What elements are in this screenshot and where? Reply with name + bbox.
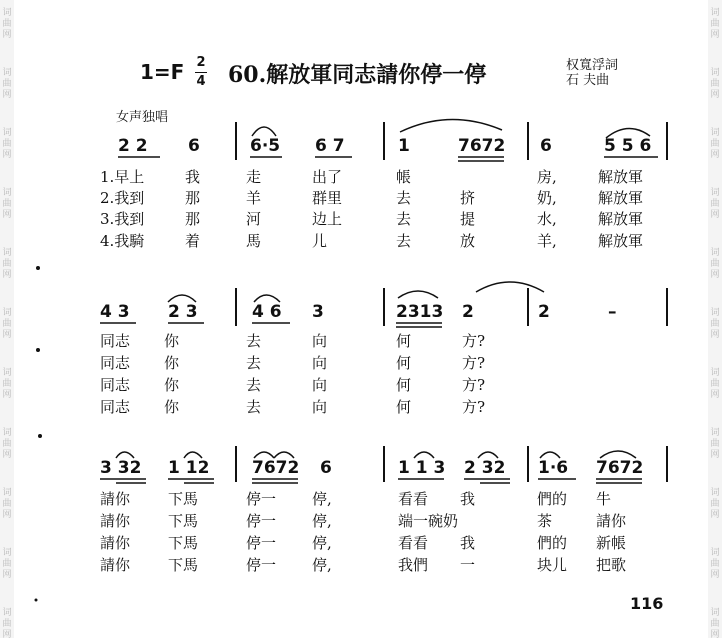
margin-watermark-char: 词 bbox=[710, 8, 720, 18]
margin-watermark-char: 曲 bbox=[2, 199, 12, 209]
margin-watermark-char: 曲 bbox=[710, 19, 720, 29]
margin-watermark-char: 曲 bbox=[710, 379, 720, 389]
note-group: 2 bbox=[538, 302, 550, 322]
margin-watermark-char: 网 bbox=[2, 270, 12, 280]
note-group: 1 1 3 bbox=[398, 458, 446, 478]
margin-watermark-char: 词 bbox=[710, 68, 720, 78]
lyric-syllable: 我 bbox=[460, 490, 476, 508]
note-group: 6·5 bbox=[250, 136, 281, 156]
note-group: 3 bbox=[312, 302, 324, 322]
lyric-syllable: 提 bbox=[460, 210, 476, 228]
lyric-syllable: 我 bbox=[460, 534, 476, 552]
lyric-syllable: 請你 bbox=[100, 490, 131, 508]
lyric-syllable: 4.我騎 bbox=[100, 232, 145, 250]
lyric-syllable: 去 bbox=[396, 232, 412, 250]
slur-mark bbox=[274, 452, 294, 458]
lyric-syllable: 羊 bbox=[246, 189, 262, 207]
lyric-syllable: 着 bbox=[185, 232, 201, 250]
margin-watermark-char: 曲 bbox=[2, 499, 12, 509]
lyric-syllable: 方? bbox=[462, 376, 486, 394]
lyricist-credit: 权寬浮詞 bbox=[566, 58, 619, 73]
margin-watermark-char: 网 bbox=[2, 630, 12, 640]
lyric-syllable: 块儿 bbox=[537, 556, 568, 574]
slur-mark bbox=[600, 451, 636, 458]
margin-watermark-char: 网 bbox=[710, 570, 720, 580]
margin-watermark-char: 曲 bbox=[710, 199, 720, 209]
margin-watermark-char: 曲 bbox=[2, 559, 12, 569]
lyric-syllable: 水, bbox=[537, 210, 557, 228]
lyric-syllable: 2.我到 bbox=[100, 189, 145, 207]
margin-watermark-char: 词 bbox=[2, 308, 12, 318]
lyric-syllable: 向 bbox=[312, 354, 328, 372]
note-group: 6 7 bbox=[315, 136, 345, 156]
lyric-syllable: 向 bbox=[312, 376, 328, 394]
margin-watermark-char: 网 bbox=[2, 450, 12, 460]
slur-mark bbox=[252, 127, 276, 136]
lyric-syllable: 請你 bbox=[596, 512, 627, 530]
margin-watermark-char: 词 bbox=[2, 8, 12, 18]
margin-watermark-char: 词 bbox=[710, 128, 720, 138]
lyric-syllable: 去 bbox=[246, 332, 262, 350]
lyric-syllable: 去 bbox=[396, 210, 412, 228]
note-group: 7672 bbox=[252, 458, 300, 478]
margin-watermark-char: 网 bbox=[710, 390, 720, 400]
note-group: 5 5 6 bbox=[604, 136, 652, 156]
margin-watermark-char: 曲 bbox=[2, 139, 12, 149]
lyric-syllable: 去 bbox=[246, 398, 262, 416]
margin-watermark-char: 曲 bbox=[710, 259, 720, 269]
lyric-syllable: 出了 bbox=[312, 168, 343, 186]
margin-watermark-char: 曲 bbox=[710, 79, 720, 89]
margin-watermark-char: 曲 bbox=[2, 19, 12, 29]
margin-watermark-char: 网 bbox=[710, 270, 720, 280]
page-speck bbox=[35, 599, 38, 602]
margin-watermark-char: 网 bbox=[2, 510, 12, 520]
page-speck bbox=[36, 348, 40, 352]
note-group: – bbox=[608, 302, 617, 322]
margin-watermark-char: 曲 bbox=[710, 439, 720, 449]
note-group: 7672 bbox=[596, 458, 644, 478]
slur-mark bbox=[184, 452, 202, 458]
lyric-syllable: 帳 bbox=[396, 168, 412, 186]
lyric-syllable: 下馬 bbox=[168, 534, 199, 552]
margin-watermark-char: 网 bbox=[2, 330, 12, 340]
margin-watermark-char: 曲 bbox=[710, 559, 720, 569]
note-group: 6 bbox=[320, 458, 332, 478]
lyric-syllable: 方? bbox=[462, 354, 486, 372]
tie-mark bbox=[476, 282, 544, 292]
slur-mark bbox=[254, 295, 280, 302]
lyric-syllable: 挤 bbox=[460, 189, 476, 207]
time-signature-top: 2 bbox=[196, 55, 206, 70]
margin-watermark-char: 网 bbox=[2, 390, 12, 400]
margin-watermark-char: 词 bbox=[710, 548, 720, 558]
margin-watermark-char: 词 bbox=[2, 548, 12, 558]
lyric-syllable: 看看 bbox=[398, 534, 429, 552]
note-group: 3 32 bbox=[100, 458, 142, 478]
slur-mark bbox=[168, 295, 196, 302]
lyric-syllable: 解放軍 bbox=[598, 210, 644, 228]
margin-watermark-char: 词 bbox=[2, 368, 12, 378]
note-group: 6 bbox=[540, 136, 552, 156]
margin-watermark-char: 曲 bbox=[2, 259, 12, 269]
lyric-syllable: 請你 bbox=[100, 534, 131, 552]
lyric-syllable: 方? bbox=[462, 332, 486, 350]
margin-watermark-char: 曲 bbox=[710, 619, 720, 629]
note-group: 2 2 bbox=[118, 136, 148, 156]
lyric-syllable: 看看 bbox=[398, 490, 429, 508]
time-signature-bottom: 4 bbox=[196, 74, 206, 89]
margin-watermark-char: 曲 bbox=[2, 79, 12, 89]
lyric-syllable: 那 bbox=[185, 189, 201, 207]
lyric-syllable: 停, bbox=[312, 512, 332, 530]
margin-watermark-char: 网 bbox=[2, 30, 12, 40]
lyric-syllable: 3.我到 bbox=[100, 210, 145, 228]
page-speck bbox=[36, 266, 40, 270]
lyric-syllable: 停一 bbox=[246, 534, 277, 552]
lyric-syllable: 解放軍 bbox=[598, 232, 644, 250]
margin-watermark-char: 词 bbox=[710, 368, 720, 378]
margin-watermark-char: 词 bbox=[2, 428, 12, 438]
slur-mark bbox=[540, 452, 560, 458]
lyric-syllable: 停, bbox=[312, 490, 332, 508]
lyric-syllable: 奶, bbox=[537, 189, 557, 207]
lyric-syllable: 同志 bbox=[100, 376, 131, 394]
note-group: 4 3 bbox=[100, 302, 130, 322]
lyric-syllable: 停, bbox=[312, 556, 332, 574]
margin-watermark-char: 词 bbox=[2, 488, 12, 498]
lyric-syllable: 解放軍 bbox=[598, 189, 644, 207]
margin-watermark-char: 网 bbox=[710, 30, 720, 40]
slur-mark bbox=[116, 452, 134, 458]
note-group: 6 bbox=[188, 136, 200, 156]
margin-watermark-char: 网 bbox=[2, 570, 12, 580]
lyric-syllable: 下馬 bbox=[168, 512, 199, 530]
lyric-syllable: 儿 bbox=[312, 232, 328, 250]
margin-watermark-char: 词 bbox=[710, 488, 720, 498]
margin-watermark-char: 曲 bbox=[710, 319, 720, 329]
note-group: 1 bbox=[398, 136, 410, 156]
slur-mark bbox=[254, 452, 274, 458]
margin-watermark-char: 词 bbox=[710, 608, 720, 618]
lyric-syllable: 何 bbox=[396, 398, 412, 416]
lyric-syllable: 停一 bbox=[246, 490, 277, 508]
margin-watermark-char: 曲 bbox=[2, 319, 12, 329]
margin-watermark-char: 词 bbox=[710, 188, 720, 198]
slur-mark bbox=[398, 291, 438, 298]
margin-watermark-char: 网 bbox=[710, 150, 720, 160]
lyric-syllable: 我們 bbox=[398, 556, 429, 574]
note-group: 1·6 bbox=[538, 458, 569, 478]
lyric-syllable: 我 bbox=[185, 168, 201, 186]
composer-credit: 石 夫曲 bbox=[566, 73, 610, 88]
lyric-syllable: 方? bbox=[462, 398, 486, 416]
margin-watermark-char: 网 bbox=[2, 90, 12, 100]
slur-mark bbox=[478, 452, 498, 458]
margin-watermark-char: 曲 bbox=[2, 379, 12, 389]
margin-watermark-char: 词 bbox=[2, 68, 12, 78]
lyric-syllable: 边上 bbox=[312, 210, 343, 228]
note-group: 2 3 bbox=[168, 302, 198, 322]
lyric-syllable: 茶 bbox=[537, 512, 553, 530]
note-group: 2 32 bbox=[464, 458, 506, 478]
lyric-syllable: 河 bbox=[246, 210, 262, 228]
lyric-syllable: 你 bbox=[164, 398, 180, 416]
lyric-syllable: 羊, bbox=[537, 232, 557, 250]
lyric-syllable: 解放軍 bbox=[598, 168, 644, 186]
margin-watermark-char: 词 bbox=[2, 188, 12, 198]
margin-watermark-char: 网 bbox=[710, 510, 720, 520]
page-speck bbox=[38, 434, 42, 438]
margin-watermark-char: 词 bbox=[710, 248, 720, 258]
lyric-syllable: 何 bbox=[396, 376, 412, 394]
lyric-syllable: 去 bbox=[246, 354, 262, 372]
lyric-syllable: 一 bbox=[460, 556, 476, 574]
lyric-syllable: 向 bbox=[312, 398, 328, 416]
lyric-syllable: 停一 bbox=[246, 512, 277, 530]
key-signature: 1=F bbox=[140, 60, 185, 84]
lyric-syllable: 停一 bbox=[246, 556, 277, 574]
margin-watermark-char: 网 bbox=[710, 90, 720, 100]
lyric-syllable: 牛 bbox=[596, 490, 612, 508]
lyric-syllable: 放 bbox=[460, 232, 476, 250]
note-group: 2313 bbox=[396, 302, 444, 322]
margin-watermark-char: 词 bbox=[2, 128, 12, 138]
lyric-syllable: 你 bbox=[164, 332, 180, 350]
lyric-syllable: 們的 bbox=[537, 534, 568, 552]
lyric-syllable: 向 bbox=[312, 332, 328, 350]
slur-mark bbox=[414, 452, 434, 458]
margin-watermark-char: 曲 bbox=[2, 439, 12, 449]
lyric-syllable: 那 bbox=[185, 210, 201, 228]
lyric-syllable: 把歌 bbox=[596, 556, 627, 574]
lyric-syllable: 群里 bbox=[312, 189, 343, 207]
note-group: 2 bbox=[462, 302, 474, 322]
margin-watermark-char: 网 bbox=[710, 210, 720, 220]
page-number: 116 bbox=[630, 594, 664, 613]
lyric-syllable: 下馬 bbox=[168, 556, 199, 574]
margin-watermark-char: 词 bbox=[2, 248, 12, 258]
lyric-syllable: 你 bbox=[164, 376, 180, 394]
note-group: 4 6 bbox=[252, 302, 282, 322]
tie-mark bbox=[400, 119, 502, 132]
lyric-syllable: 走 bbox=[246, 168, 262, 186]
lyric-syllable: 何 bbox=[396, 332, 412, 350]
margin-watermark-char: 词 bbox=[2, 608, 12, 618]
margin-watermark-char: 网 bbox=[2, 210, 12, 220]
margin-watermark-char: 网 bbox=[710, 450, 720, 460]
lyric-syllable: 同志 bbox=[100, 398, 131, 416]
lyric-syllable: 停, bbox=[312, 534, 332, 552]
performance-note: 女声独唱 bbox=[116, 110, 169, 125]
song-title: 60.解放軍同志請你停一停 bbox=[228, 62, 487, 88]
lyric-syllable: 何 bbox=[396, 354, 412, 372]
lyric-syllable: 你 bbox=[164, 354, 180, 372]
lyric-syllable: 請你 bbox=[100, 556, 131, 574]
margin-watermark-char: 曲 bbox=[710, 499, 720, 509]
margin-watermark-char: 网 bbox=[710, 330, 720, 340]
lyric-syllable: 下馬 bbox=[168, 490, 199, 508]
margin-watermark-char: 网 bbox=[2, 150, 12, 160]
lyric-syllable: 去 bbox=[246, 376, 262, 394]
slur-mark bbox=[606, 128, 650, 138]
margin-watermark-char: 词 bbox=[710, 308, 720, 318]
margin-watermark-char: 网 bbox=[710, 630, 720, 640]
margin-watermark-char: 曲 bbox=[2, 619, 12, 629]
note-group: 1 12 bbox=[168, 458, 210, 478]
margin-watermark-char: 曲 bbox=[710, 139, 720, 149]
lyric-syllable: 馬 bbox=[246, 232, 262, 250]
note-group: 7672 bbox=[458, 136, 506, 156]
lyric-syllable: 1.早上 bbox=[100, 168, 145, 186]
lyric-syllable: 新帳 bbox=[596, 534, 627, 552]
lyric-syllable: 房, bbox=[537, 168, 557, 186]
lyric-syllable: 端一碗奶 bbox=[398, 512, 459, 530]
lyric-syllable: 同志 bbox=[100, 354, 131, 372]
lyric-syllable: 去 bbox=[396, 189, 412, 207]
lyric-syllable: 請你 bbox=[100, 512, 131, 530]
lyric-syllable: 們的 bbox=[537, 490, 568, 508]
margin-watermark-char: 词 bbox=[710, 428, 720, 438]
lyric-syllable: 同志 bbox=[100, 332, 131, 350]
